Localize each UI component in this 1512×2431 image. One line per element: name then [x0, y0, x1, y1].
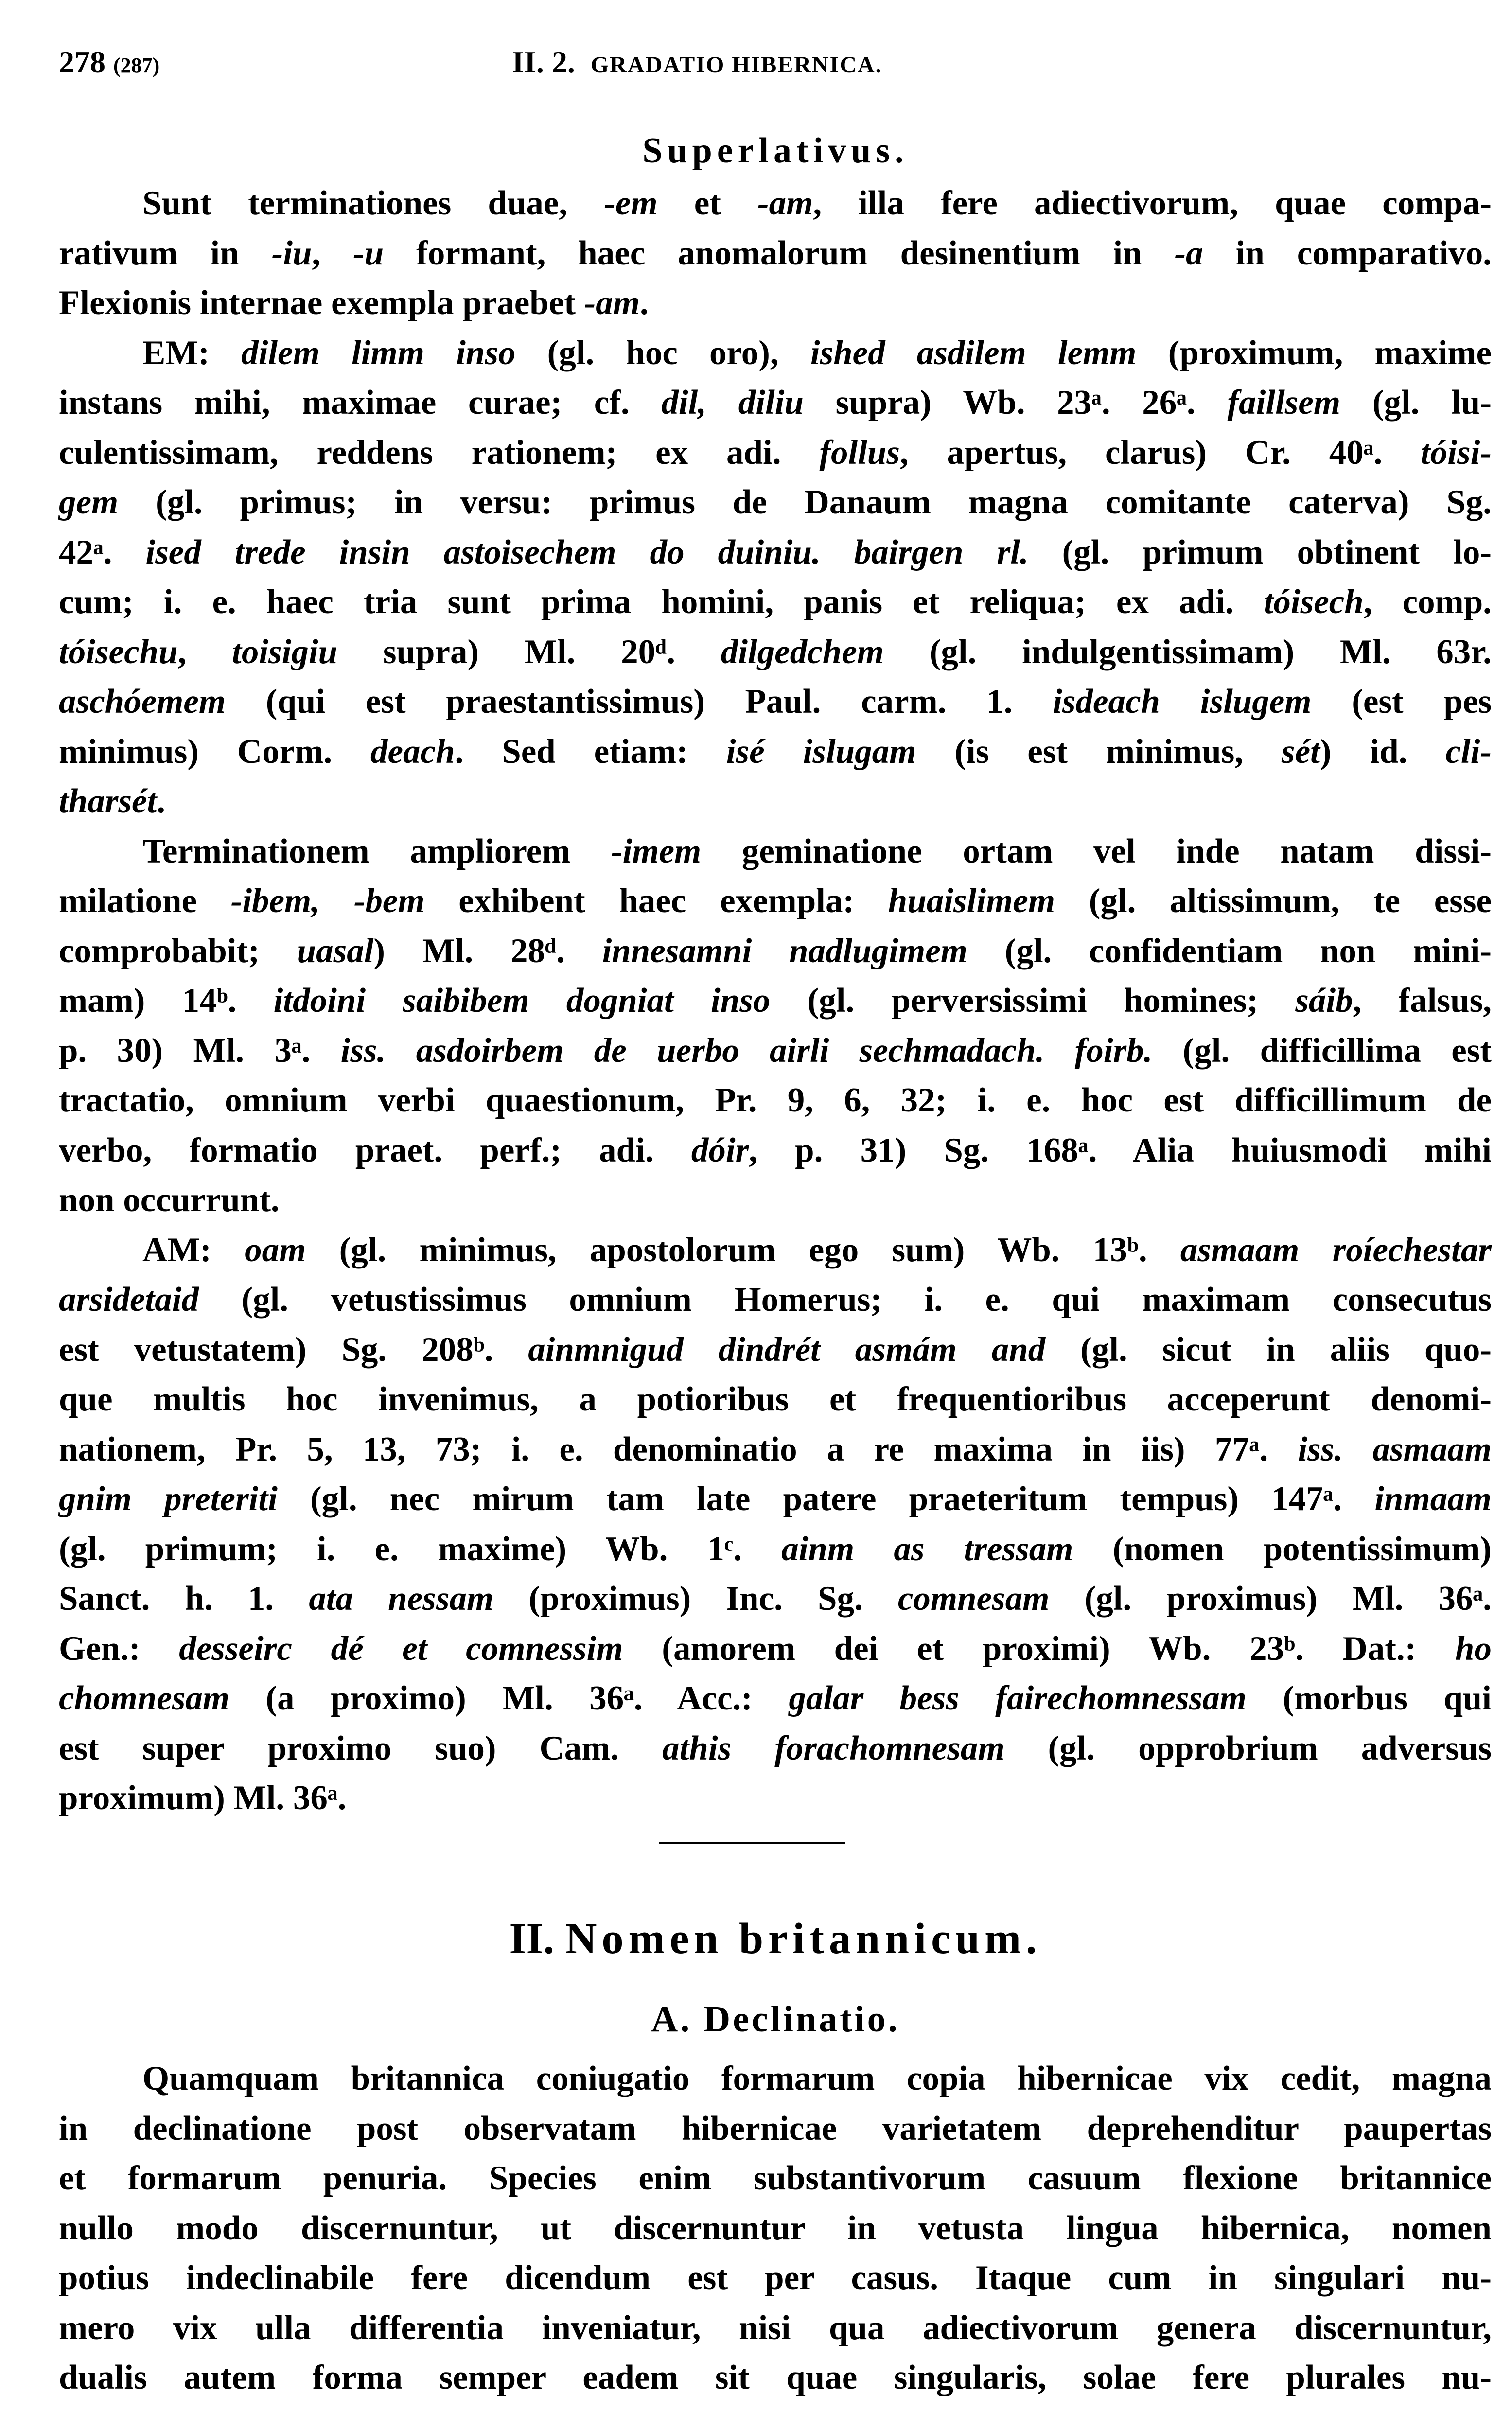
text-run: (gl. primum; i. e. maxime) Wb. 1ᶜ. — [59, 1530, 782, 1568]
italic-form: ised trede insin astoisechem do duiniu. bairgen rl. — [145, 533, 1029, 571]
text-run: (proximus) Inc. Sg. — [493, 1580, 898, 1618]
text-run: Terminationem ampliorem — [142, 832, 611, 870]
text-run: . Sed etiam: — [455, 732, 726, 771]
text-run: verbo, formatio praet. perf.; adi. — [59, 1131, 691, 1169]
text-run: in comparativo. — [1203, 234, 1492, 272]
text-line — [59, 229, 1492, 279]
text-run: , comp. — [1363, 583, 1492, 621]
body-text-declinatio — [59, 2054, 1492, 2403]
italic-form: galar bess fairechomnessam — [789, 1679, 1247, 1717]
text-run: Sanct. h. 1. — [59, 1580, 309, 1618]
text-line — [59, 477, 1492, 528]
italic-form: sáib — [1295, 982, 1353, 1020]
italic-form: ainmnigud dindrét asmám and — [528, 1330, 1046, 1369]
text-run: . — [639, 284, 649, 322]
italic-form: asmaam roíechestar — [1180, 1231, 1492, 1269]
text-line — [59, 1674, 1492, 1724]
text-run: est vetustatem) Sg. 208ᵇ. — [59, 1330, 528, 1369]
text-run: Flexionis internae exempla praebet — [59, 284, 584, 322]
text-run: (amorem dei et proximi) Wb. 23ᵇ. Dat.: — [623, 1629, 1455, 1668]
italic-form: desseirc dé et comnessim — [179, 1629, 623, 1668]
text-run: nullo modo discernuntur, ut discernuntur in vetusta lingua hibernica, nomen — [59, 2209, 1492, 2247]
text-run: cum; i. e. haec tria sunt prima homini, panis et reliqua; ex adi. — [59, 583, 1264, 621]
text-line — [59, 1724, 1492, 1774]
italic-form: iss. asdoirbem de uerbo airli sechmadach. foirb. — [340, 1031, 1153, 1070]
text-run: que multis hoc invenimus, a potioribus et frequentioribus acceperunt denomi- — [59, 1380, 1492, 1418]
text-line — [59, 1175, 1492, 1225]
italic-form: ho — [1455, 1629, 1492, 1668]
text-run: supra) Wb. 23ᵃ. 26ᵃ. — [803, 384, 1228, 422]
text-run: ) id. — [1319, 732, 1446, 771]
italic-form: -ibem, -bem — [230, 882, 425, 920]
text-line — [59, 2054, 1492, 2104]
text-run: Sunt terminationes duae, — [142, 184, 604, 222]
text-run: (a proximo) Ml. 36ᵃ. Acc.: — [229, 1679, 789, 1717]
italic-form: huaislimem — [888, 882, 1055, 920]
text-line — [59, 776, 1492, 827]
italic-form: comnesam — [897, 1580, 1050, 1618]
italic-form: dilgedchem — [721, 633, 884, 671]
text-line — [59, 378, 1492, 428]
text-line — [59, 2153, 1492, 2203]
italic-form: inmaam — [1374, 1480, 1492, 1518]
italic-form: -a — [1174, 234, 1203, 272]
heading-superlativus: Superlativus. — [642, 131, 909, 171]
italic-form: faillsem — [1227, 384, 1341, 422]
italic-form: ata nessam — [309, 1580, 494, 1618]
italic-form: isdeach islugem — [1053, 683, 1312, 721]
italic-form: aschóemem — [59, 683, 226, 721]
italic-form: -imem — [611, 832, 702, 870]
text-line — [59, 2303, 1492, 2353]
text-line — [59, 278, 1492, 328]
text-run: , — [177, 633, 232, 671]
text-line — [59, 976, 1492, 1026]
text-line — [59, 677, 1492, 727]
italic-form: tóisechu — [59, 633, 178, 671]
text-run: (gl. indulgentissimam) Ml. 63r. — [883, 633, 1492, 671]
italic-form: chomnesam — [59, 1679, 230, 1717]
running-title: GRADATIO HIBERNICA. — [590, 52, 882, 78]
italic-form: tóisi- — [1421, 433, 1492, 472]
part-title: Nomen britannicum. — [565, 1915, 1042, 1963]
italic-form: tóisech — [1264, 583, 1364, 621]
italic-form: dóir — [691, 1131, 749, 1169]
heading-part — [0, 1911, 1512, 1967]
italic-form: dilem limm inso — [241, 334, 516, 372]
text-run: (gl. minimus, apostolorum ego sum) Wb. 13ᵇ. — [306, 1231, 1180, 1269]
text-run: (gl. primum obtinent lo- — [1028, 533, 1492, 571]
italic-form: oam — [245, 1231, 306, 1269]
text-run: EM: — [142, 334, 242, 372]
text-run: (gl. confidentiam non mini- — [967, 932, 1492, 970]
section-divider — [659, 1842, 845, 1844]
italic-form: toisigiu — [232, 633, 338, 671]
text-line — [59, 926, 1492, 976]
italic-form: deach — [370, 732, 455, 771]
text-run: (gl. difficillima est — [1152, 1031, 1492, 1070]
text-line — [59, 627, 1492, 677]
text-line — [59, 328, 1492, 378]
text-line — [59, 876, 1492, 926]
text-run: AM: — [142, 1231, 245, 1269]
text-line — [59, 2203, 1492, 2254]
italic-form: -u — [353, 234, 384, 272]
italic-form: isé islugam — [726, 732, 916, 771]
text-line — [59, 1075, 1492, 1126]
italic-form: follus — [819, 433, 900, 472]
text-run: mero vix ulla differentia inveniatur, nisi qua adiectivorum genera discernuntur, — [59, 2308, 1492, 2347]
text-run: . — [157, 782, 165, 820]
text-line — [59, 2253, 1492, 2303]
text-run: (qui est praestantissimus) Paul. carm. 1. — [226, 683, 1053, 721]
italic-form: gnim preteriti — [59, 1480, 278, 1518]
text-run: p. 30) Ml. 3ᵃ. — [59, 1031, 341, 1070]
heading-subsection: A. Declinatio. — [651, 1999, 900, 2040]
italic-form: dil, diliu — [661, 384, 804, 422]
text-run: tractatio, omnium verbi quaestionum, Pr. 9, 6, 32; i. e. hoc est difficillimum de — [59, 1081, 1492, 1119]
italic-form: gem — [59, 483, 119, 521]
text-run: geminatione ortam vel inde natam dissi- — [701, 832, 1492, 870]
text-run: (est pes — [1311, 683, 1492, 721]
text-run: est super proximo suo) Cam. — [59, 1729, 663, 1767]
text-run: 42ᵃ. — [59, 533, 146, 571]
text-run: (gl. lu- — [1340, 384, 1492, 422]
text-run: supra) Ml. 20ᵈ. — [337, 633, 721, 671]
text-line — [59, 1126, 1492, 1176]
italic-form: iss. asmaam — [1298, 1430, 1492, 1468]
text-run: milatione — [59, 882, 231, 920]
text-run: comprobabit; — [59, 932, 297, 970]
text-line — [59, 1624, 1492, 1674]
text-run: in declinatione post observatam hibernicae varietatem deprehenditur paupertas — [59, 2109, 1492, 2148]
text-run: et — [657, 184, 757, 222]
text-run: , p. 31) Sg. 168ᵃ. Alia huiusmodi mihi — [749, 1131, 1492, 1169]
text-run: Quamquam britannica coniugatio formarum copia hibernicae vix cedit, magna — [142, 2060, 1492, 2097]
italic-form: athis forachomnesam — [662, 1729, 1005, 1767]
italic-form: -am — [757, 184, 813, 222]
alt-page-number: (287) — [113, 53, 160, 77]
text-run: , illa fere adiectivorum, quae compa- — [813, 184, 1492, 222]
italic-form: -em — [604, 184, 658, 222]
text-run: proximum) Ml. 36ᵃ. — [59, 1779, 347, 1817]
text-run: potius indeclinabile fere dicendum est per casus. Itaque cum in singulari nu- — [59, 2259, 1492, 2297]
text-run: (is est minimus, — [916, 732, 1282, 771]
text-run: (gl. primus; in versu: primus de Danaum magna comitante caterva) Sg. — [118, 483, 1492, 521]
text-line — [59, 1524, 1492, 1574]
text-run: (proximum, maxime — [1136, 334, 1492, 372]
text-run: instans mihi, maximae curae; cf. — [59, 384, 662, 422]
text-line — [59, 428, 1492, 478]
italic-form: ainm as tressam — [781, 1530, 1073, 1568]
text-line — [59, 577, 1492, 627]
italic-form: -am — [584, 284, 640, 322]
page-number-value: 278 — [59, 45, 105, 79]
text-run: et formarum penuria. Species enim substantivorum casuum flexione britannice — [59, 2159, 1492, 2197]
text-run: , falsus, — [1353, 982, 1492, 1020]
text-run: (gl. altissimum, te esse — [1055, 882, 1492, 920]
italic-form: ished asdilem lemm — [810, 334, 1137, 372]
text-run: (gl. nec mirum tam late patere praeteritum tempus) 147ᵃ. — [277, 1480, 1375, 1518]
text-line — [59, 178, 1492, 229]
text-run: rativum in — [59, 234, 272, 272]
text-run: (gl. sicut in aliis quo- — [1045, 1330, 1492, 1369]
text-line — [59, 1474, 1492, 1524]
page-number — [59, 43, 159, 85]
text-run: dualis autem forma semper eadem sit quae singularis, solae fere plurales nu- — [59, 2359, 1492, 2396]
text-run: non occurrunt. — [59, 1181, 280, 1219]
text-line — [59, 1275, 1492, 1325]
italic-form: tharsét — [59, 782, 157, 820]
text-run: ) Ml. 28ᵈ. — [373, 932, 602, 970]
text-line — [59, 827, 1492, 877]
text-run: nationem, Pr. 5, 13, 73; i. e. denominatio a re maxima in iis) 77ᵃ. — [59, 1430, 1298, 1468]
text-line — [59, 1574, 1492, 1624]
text-line — [59, 1026, 1492, 1076]
text-line — [59, 2353, 1492, 2403]
italic-form: innesamni nadlugimem — [602, 932, 967, 970]
text-run: culentissimam, reddens rationem; ex adi. — [59, 433, 820, 472]
text-run: Gen.: — [59, 1629, 179, 1668]
body-text-superlativus — [59, 178, 1492, 1823]
text-line — [59, 1773, 1492, 1823]
text-run: exhibent haec exempla: — [424, 882, 888, 920]
text-run: (gl. vetustissimus omnium Homerus; i. e. qui maximam consecutus — [198, 1281, 1492, 1319]
text-line — [59, 528, 1492, 578]
text-line — [59, 727, 1492, 777]
running-head — [512, 43, 882, 85]
text-run: (morbus qui — [1247, 1679, 1492, 1717]
italic-form: arsidetaid — [59, 1281, 199, 1319]
text-line — [59, 1374, 1492, 1425]
part-number: II. — [509, 1915, 555, 1963]
italic-form: -iu — [271, 234, 312, 272]
text-run: (nomen potentissimum) — [1073, 1530, 1492, 1568]
text-run: mam) 14ᵇ. — [59, 982, 274, 1020]
text-run: (gl. opprobrium adversus — [1004, 1729, 1492, 1767]
text-run: minimus) Corm. — [59, 732, 371, 771]
text-run: , apertus, clarus) Cr. 40ᵃ. — [900, 433, 1421, 472]
italic-form: cli- — [1445, 732, 1492, 771]
text-run: formant, haec anomalorum desinentium in — [384, 234, 1175, 272]
section-number: II. 2. — [512, 45, 575, 79]
italic-form: itdoini saibibem dogniat inso — [273, 982, 771, 1020]
text-run: (gl. perversissimi homines; — [770, 982, 1296, 1020]
text-line — [59, 2104, 1492, 2154]
text-run: , — [312, 234, 353, 272]
italic-form: uasal — [297, 932, 374, 970]
text-run: (gl. hoc oro), — [515, 334, 810, 372]
text-line — [59, 1325, 1492, 1375]
italic-form: sét — [1282, 732, 1320, 771]
text-line — [59, 1425, 1492, 1475]
text-run: (gl. proximus) Ml. 36ᵃ. — [1049, 1580, 1492, 1618]
text-line — [59, 1225, 1492, 1275]
